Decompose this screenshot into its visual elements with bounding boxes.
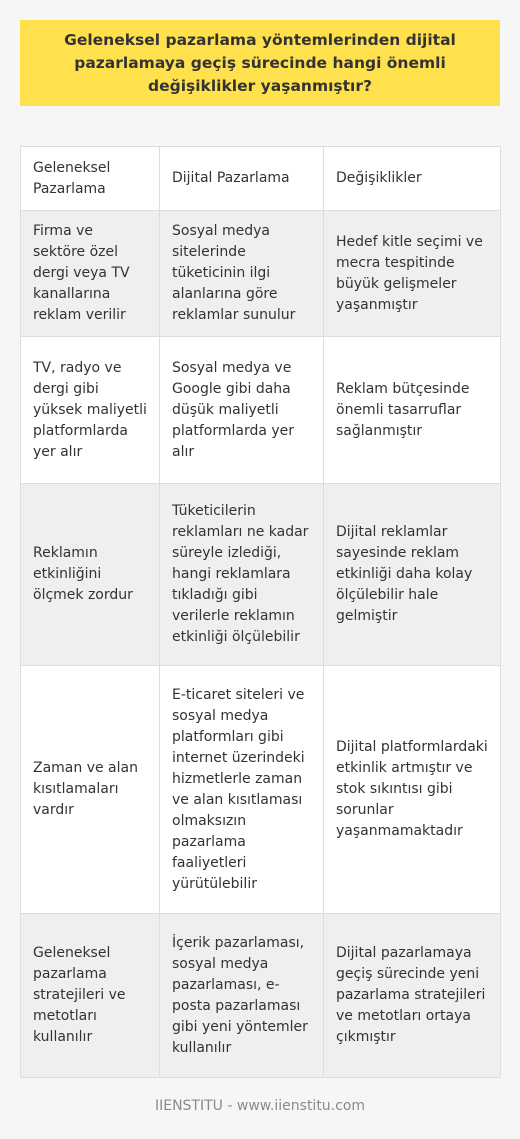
table-cell: Firma ve sektöre özel dergi veya TV kanallarına reklam verilir	[21, 211, 160, 337]
table-cell: Hedef kitle seçimi ve mecra tespitinde büyük gelişmeler yaşanmıştır	[324, 211, 501, 337]
table-cell: E-ticaret siteleri ve sosyal medya platformları gibi internet üzerindeki hizmetlerle zaman ve alan kısıtlaması olmaksızın pazarlama faaliyetleri yürütülebilir	[160, 666, 324, 914]
table-cell: Dijital pazarlamaya geçiş sürecinde yeni pazarlama stratejileri ve metotları ortaya çıkmıştır	[324, 914, 501, 1078]
table-cell: Tüketicilerin reklamları ne kadar süreyle izlediği, hangi reklamlara tıkladığı gibi verilerle reklamın etkinliği ölçülebilir	[160, 484, 324, 666]
table-row	[21, 666, 501, 914]
table-row	[21, 484, 501, 666]
table-cell: İçerik pazarlaması, sosyal medya pazarlaması, e-posta pazarlaması gibi yeni yöntemler kullanılır	[160, 914, 324, 1078]
table-cell: Reklamın etkinliğini ölçmek zordur	[21, 484, 160, 666]
table-row	[21, 211, 501, 337]
page-title: Geleneksel pazarlama yöntemlerinden dijital pazarlamaya geçiş sürecinde hangi önemli değişiklikler yaşanmıştır?	[20, 20, 500, 106]
header-cell-traditional: Geleneksel Pazarlama	[21, 147, 160, 211]
table-header-row	[21, 147, 501, 211]
table-cell: Sosyal medya ve Google gibi daha düşük maliyetli platformlarda yer alır	[160, 337, 324, 484]
table-cell: Sosyal medya sitelerinde tüketicinin ilgi alanlarına göre reklamlar sunulur	[160, 211, 324, 337]
table-cell: Zaman ve alan kısıtlamaları vardır	[21, 666, 160, 914]
table-cell: Dijital platformlardaki etkinlik artmıştır ve stok sıkıntısı gibi sorunlar yaşanmamaktadır	[324, 666, 501, 914]
table-row	[21, 914, 501, 1078]
footer-credit: IIENSTITU - www.iienstitu.com	[154, 1098, 366, 1114]
table-cell: Dijital reklamlar sayesinde reklam etkinliği daha kolay ölçülebilir hale gelmiştir	[324, 484, 501, 666]
header-cell-changes: Değişiklikler	[324, 147, 501, 211]
comparison-table-container	[20, 146, 500, 1078]
comparison-table	[20, 146, 501, 1078]
table-row	[21, 337, 501, 484]
table-cell: Reklam bütçesinde önemli tasarruflar sağlanmıştır	[324, 337, 501, 484]
table-cell: Geleneksel pazarlama stratejileri ve metotları kullanılır	[21, 914, 160, 1078]
table-cell: TV, radyo ve dergi gibi yüksek maliyetli platformlarda yer alır	[21, 337, 160, 484]
header-cell-digital: Dijital Pazarlama	[160, 147, 324, 211]
